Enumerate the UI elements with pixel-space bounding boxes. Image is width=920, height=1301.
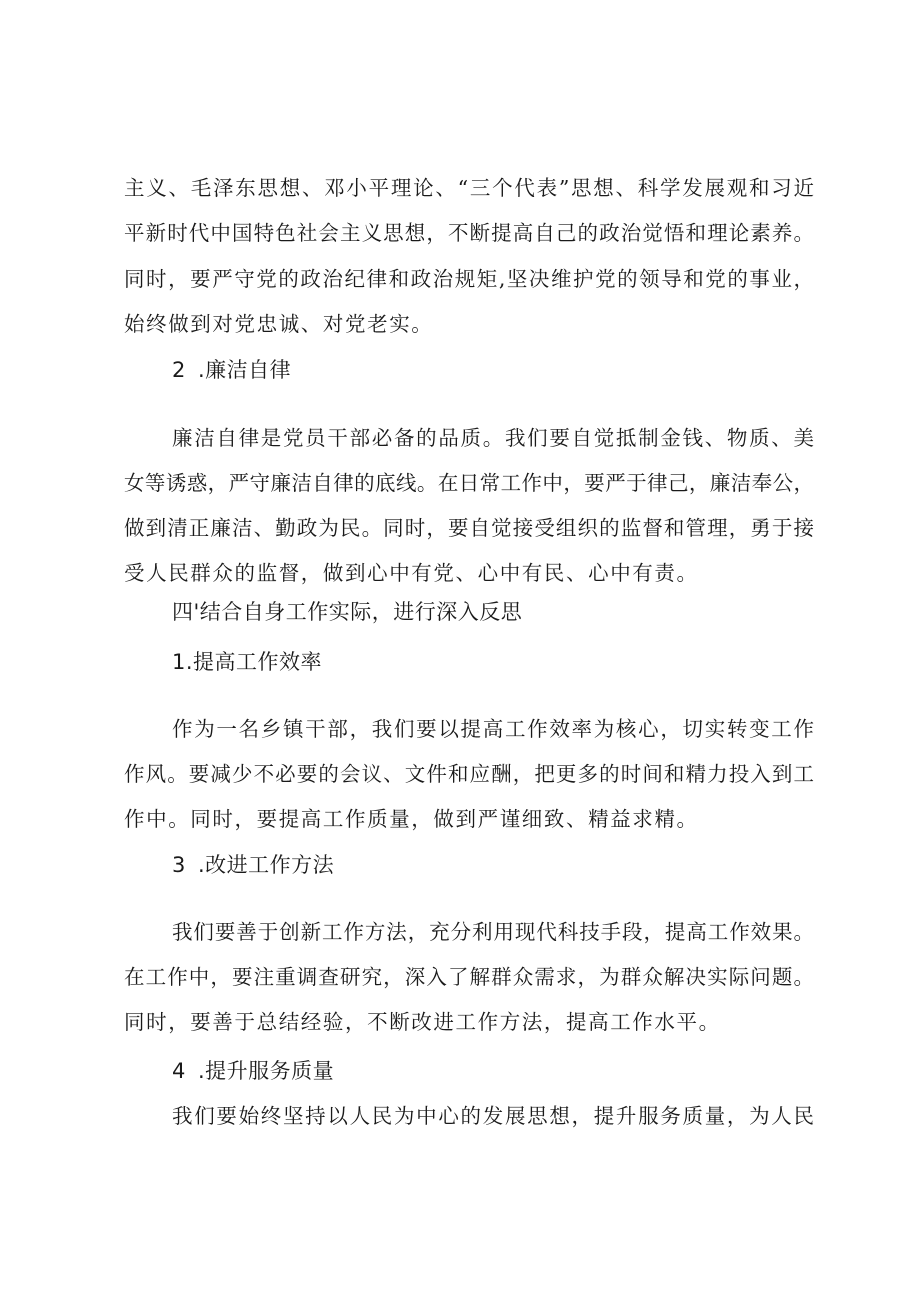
- paragraph-line: 主义、毛泽东思想、邓小平理论、“三个代表”思想、科学发展观和习近: [124, 176, 814, 200]
- section-heading: 1.提高工作效率: [172, 650, 323, 674]
- section-heading: 四'结合自身工作实际，进行深入反思: [172, 600, 523, 624]
- paragraph-line: 平新时代中国特色社会主义思想，不断提高自己的政治觉悟和理论素养。: [124, 221, 814, 245]
- paragraph-line: 做到清正廉洁、勤政为民。同时，要自觉接受组织的监督和管理，勇于接: [124, 516, 814, 540]
- heading-title: .提升服务质量: [198, 1059, 335, 1083]
- heading-number: 2: [172, 358, 186, 382]
- paragraph-line: 女等诱惑，严守廉洁自律的底线。在日常工作中，要严于律己，廉洁奉公，: [124, 471, 814, 495]
- heading-title: .廉洁自律: [198, 358, 292, 382]
- section-heading: [172, 355, 814, 385]
- paragraph-line: 同时，要善于总结经验，不断改进工作方法，提高工作水平。: [124, 1010, 721, 1034]
- paragraph-line: 在工作中，要注重调查研究，深入了解群众需求，为群众解决实际问题。: [124, 965, 814, 989]
- paragraph-line: 我们要始终坚持以人民为中心的发展思想，提升服务质量，为人民: [172, 1104, 814, 1128]
- paragraph-line: 同时，要严守党的政治纪律和政治规矩,坚决维护党的领导和党的事业，: [124, 267, 814, 291]
- section-heading: [172, 850, 814, 880]
- paragraph-line: 受人民群众的监督，做到心中有党、心中有民、心中有责。: [124, 561, 699, 585]
- heading-number: 3: [172, 853, 186, 877]
- paragraph-line: 我们要善于创新工作方法，充分利用现代科技手段，提高工作效果。: [172, 920, 814, 944]
- paragraph-line: 作中。同时，要提高工作质量，做到严谨细致、精益求精。: [124, 807, 699, 831]
- heading-number: 4: [172, 1059, 186, 1083]
- paragraph-line: 作风。要减少不必要的会议、文件和应酬，把更多的时间和精力投入到工: [124, 762, 814, 786]
- paragraph-line: 始终做到对党忠诚、对党老实。: [124, 312, 434, 336]
- heading-title: .改进工作方法: [198, 853, 335, 877]
- paragraph-line: 廉洁自律是党员干部必备的品质。我们要自觉抵制金钱、物质、美: [172, 426, 814, 450]
- paragraph-line: 作为一名乡镇干部，我们要以提高工作效率为核心，切实转变工作: [172, 717, 814, 741]
- section-heading: [172, 1056, 814, 1086]
